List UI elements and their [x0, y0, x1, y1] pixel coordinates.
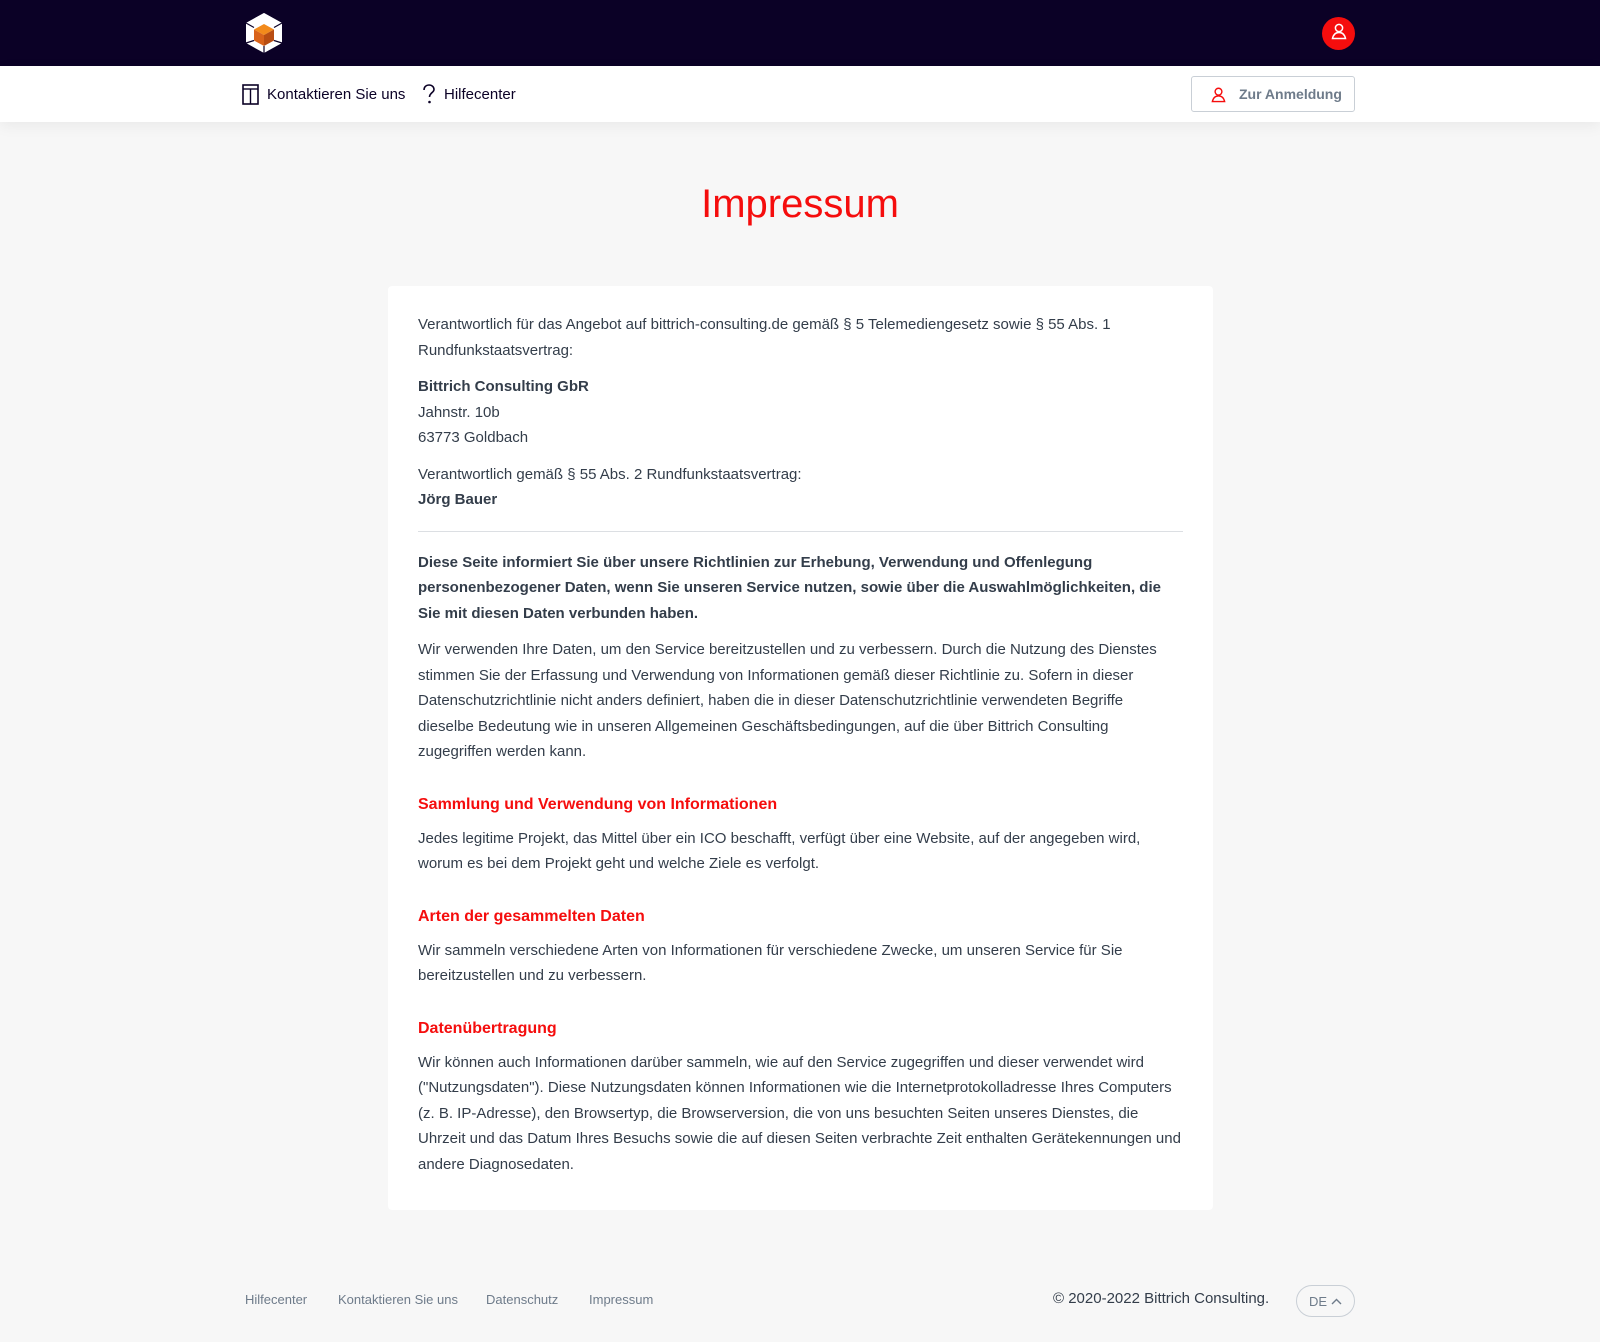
section-heading: Datenübertragung	[418, 1019, 557, 1037]
address-city: 63773 Goldbach	[418, 429, 529, 446]
top-bar	[0, 0, 1600, 66]
responsible-name: Jörg Bauer	[418, 491, 498, 508]
door-icon	[242, 84, 259, 105]
chevron-up-icon	[1331, 1298, 1342, 1305]
language-label: DE	[1308, 1293, 1328, 1309]
copyright-text: © 2020-2022 Bittrich Consulting.	[1053, 1290, 1270, 1307]
page-title: Impressum	[701, 182, 899, 226]
responsible-block	[418, 462, 1183, 513]
address-block	[418, 374, 1183, 451]
section-heading: Sammlung und Verwendung von Informationen	[418, 795, 778, 813]
section-text: Jedes legitime Projekt, das Mittel über ein ICO beschafft, verfügt über eine Website, auf der angegeben wird, worum es bei dem Projekt geht und welche Ziele es verfolgt.	[418, 829, 1141, 872]
intro-text: Verantwortlich für das Angebot auf bittrich-consulting.de gemäß § 5 Telemediengesetz sowie § 55 Abs. 1 Rundfunkstaatsvertrag:	[418, 316, 1111, 359]
footer-link-privacy[interactable]: Datenschutz	[486, 1292, 559, 1307]
question-mark-icon	[422, 84, 436, 105]
nav-help-link[interactable]	[422, 66, 516, 122]
policy-lead: Diese Seite informiert Sie über unsere Richtlinien zur Erhebung, Verwendung und Offenlegung personenbezogener Daten, wenn Sie unseren Service nutzen, sowie über die Auswahlmöglichkeiten, die Sie mit diesen Daten verbunden haben.	[418, 553, 1161, 622]
nav-help-label: Hilfecenter	[444, 85, 516, 103]
language-selector[interactable]	[1296, 1285, 1355, 1317]
section-text: Wir sammeln verschiedene Arten von Informationen für verschiedene Zwecke, um unseren Service für Sie bereitzustellen und zu verbessern.	[418, 941, 1123, 984]
login-button[interactable]	[1191, 76, 1355, 112]
user-icon	[1330, 22, 1348, 45]
nav-contact-link[interactable]	[242, 66, 405, 122]
login-button-label: Zur Anmeldung	[1239, 86, 1342, 102]
section-heading: Arten der gesammelten Daten	[418, 907, 645, 925]
user-account-button[interactable]	[1322, 17, 1355, 50]
footer-link-imprint[interactable]: Impressum	[589, 1292, 654, 1307]
content-card	[388, 286, 1213, 1210]
responsible-label: Verantwortlich gemäß § 55 Abs. 2 Rundfunkstaatsvertrag:	[418, 465, 802, 483]
sub-navigation	[0, 66, 1600, 122]
footer-link-contact[interactable]: Kontaktieren Sie uns	[338, 1292, 458, 1307]
address-street: Jahnstr. 10b	[418, 403, 500, 421]
policy-body: Wir verwenden Ihre Daten, um den Service bereitzustellen und zu verbessern. Durch die Nutzung des Dienstes stimmen Sie der Erfassung und Verwendung von Informationen gemäß dieser Richtlinie zu. Sofern in dieser Datenschutzrichtlinie nicht anders definiert, haben die in dieser Datenschutzrichtlinie verwendeten Begriffe dieselbe Bedeutung wie in unseren Allgemeinen Geschäftsbedingungen, auf die über Bittrich Consulting zugegriffen werden kann.	[418, 641, 1157, 760]
user-icon	[1210, 86, 1227, 103]
footer-link-help[interactable]: Hilfecenter	[245, 1292, 308, 1307]
company-name: Bittrich Consulting GbR	[418, 378, 589, 395]
cube-logo-icon[interactable]	[244, 12, 284, 54]
section-text: Wir können auch Informationen darüber sammeln, wie auf den Service zugegriffen und dieser verwendet wird ("Nutzungsdaten"). Diese Nutzungsdaten können Informationen wie die Internetprotokolladresse Ihres Computers (z. B. IP-Adresse), den Browsertyp, die Browserversion, die von uns besuchten Seiten unseres Dienstes, die Uhrzeit und das Datum Ihres Besuchs sowie die auf diesen Seiten verbrachte Zeit enthalten Gerätekennungen und andere Diagnosedaten.	[418, 1053, 1181, 1173]
divider	[418, 531, 1183, 532]
nav-contact-label: Kontaktieren Sie uns	[267, 85, 406, 103]
